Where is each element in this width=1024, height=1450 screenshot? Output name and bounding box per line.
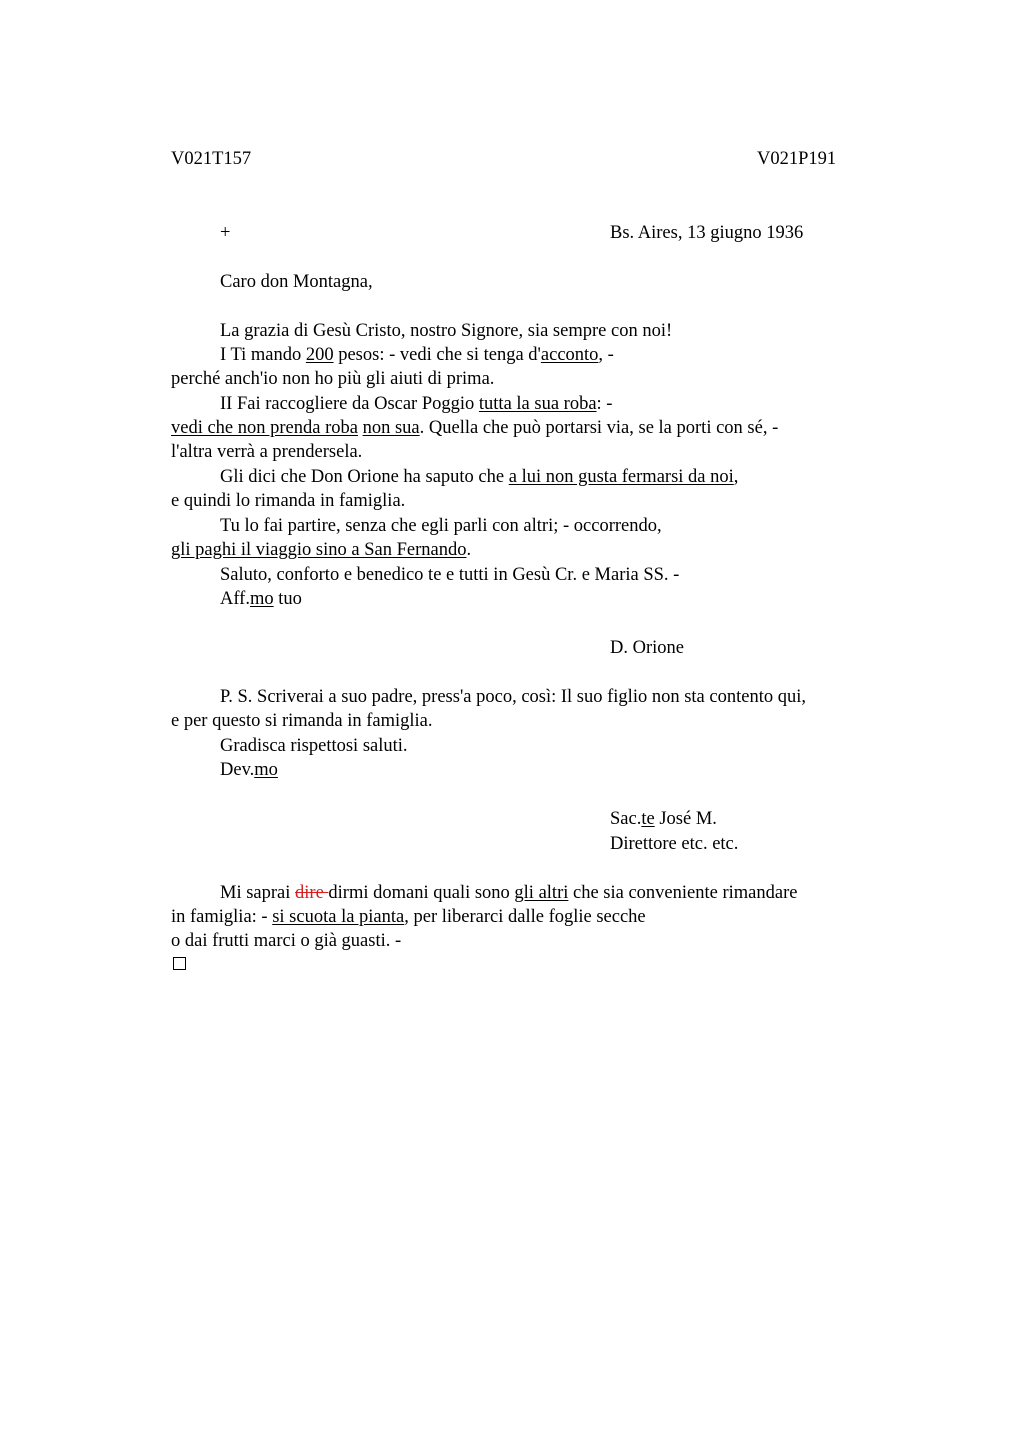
- postscript-line-1: P. S. Scriverai a suo padre, press'a poco, così: Il suo figlio non sta contento qui,: [220, 687, 806, 707]
- paragraph-four-line-1: Tu lo fai partire, senza che egli parli con altri; - occorrendo,: [220, 516, 662, 536]
- text-run: Sac.: [610, 809, 642, 829]
- opening-line: La grazia di Gesù Cristo, nostro Signore, sia sempre con noi!: [220, 321, 673, 341]
- postscript-line-2: e per questo si rimanda in famiglia.: [171, 711, 433, 731]
- header-left-code: V021T157: [171, 149, 252, 169]
- text-run: , -: [598, 345, 614, 365]
- text-run: .: [466, 540, 472, 560]
- final-line-1: [220, 884, 797, 903]
- underlined-suffix: te: [641, 809, 655, 829]
- paragraph-four-line-2: [171, 541, 471, 560]
- text-run: Mi saprai: [220, 883, 296, 903]
- paragraph-two-line-2: [171, 419, 778, 438]
- text-run: ,: [733, 467, 739, 487]
- underlined-phrase: a lui non gusta fermarsi da noi: [508, 467, 734, 487]
- text-run: I Ti mando: [220, 345, 306, 365]
- priest-signature-line-1: [610, 810, 717, 829]
- priest-signature-line-2: Direttore etc. etc.: [610, 834, 739, 854]
- text-run: che sia conveniente rimandare: [568, 883, 798, 903]
- underlined-phrase: gli paghi il viaggio sino a San Fernando: [171, 540, 467, 560]
- underlined-phrase: vedi che non prenda roba: [171, 418, 358, 438]
- paragraph-one-line-1: [220, 346, 614, 365]
- paragraph-two-line-1: [220, 395, 612, 414]
- underlined-phrase: si scuota la pianta: [272, 907, 405, 927]
- signature: D. Orione: [610, 638, 684, 658]
- final-line-3: o dai frutti marci o già guasti. -: [171, 931, 402, 951]
- deleted-word: dire: [295, 883, 329, 903]
- postscript-line-3: Gradisca rispettosi saluti.: [220, 736, 408, 756]
- text-run: Dev.: [220, 760, 255, 780]
- text-run: Aff.: [220, 589, 250, 609]
- text-run: tuo: [273, 589, 302, 609]
- closing-line: Saluto, conforto e benedico te e tutti in Gesù Cr. e Maria SS. -: [220, 565, 680, 585]
- underlined-phrase: gli altri: [514, 883, 569, 903]
- text-run: in famiglia: -: [171, 907, 273, 927]
- salutation: Caro don Montagna,: [220, 272, 373, 292]
- paragraph-three-line-2: e quindi lo rimanda in famiglia.: [171, 491, 406, 511]
- underlined-phrase: non sua: [362, 418, 420, 438]
- underlined-word: acconto: [540, 345, 599, 365]
- text-run: José M.: [654, 809, 717, 829]
- paragraph-one-line-2: perché anch'io non ho più gli aiuti di prima.: [171, 369, 495, 389]
- text-run: : -: [596, 394, 613, 414]
- text-run: Gli dici che Don Orione ha saputo che: [220, 467, 509, 487]
- devoted-line: [220, 761, 278, 780]
- affectionate-line: [220, 590, 302, 609]
- text-run: II Fai raccogliere da Oscar Poggio: [220, 394, 479, 414]
- paragraph-two-line-3: l'altra verrà a prendersela.: [171, 442, 363, 462]
- text-run: . Quella che può portarsi via, se la porti con sé, -: [419, 418, 779, 438]
- empty-square-icon: [173, 957, 186, 970]
- underlined-suffix: mo: [254, 760, 278, 780]
- underlined-phrase: tutta la sua roba: [478, 394, 597, 414]
- cross-mark: +: [220, 223, 231, 243]
- text-run: , per liberarci dalle foglie secche: [404, 907, 646, 927]
- header-right-code: V021P191: [757, 149, 837, 169]
- place-date: Bs. Aires, 13 giugno 1936: [610, 223, 804, 243]
- text-run: pesos: - vedi che si tenga d': [333, 345, 541, 365]
- text-run: dirmi domani quali sono: [328, 883, 515, 903]
- underlined-amount: 200: [305, 345, 334, 365]
- underlined-suffix: mo: [249, 589, 274, 609]
- final-line-2: [171, 908, 646, 927]
- paragraph-three-line-1: [220, 468, 738, 487]
